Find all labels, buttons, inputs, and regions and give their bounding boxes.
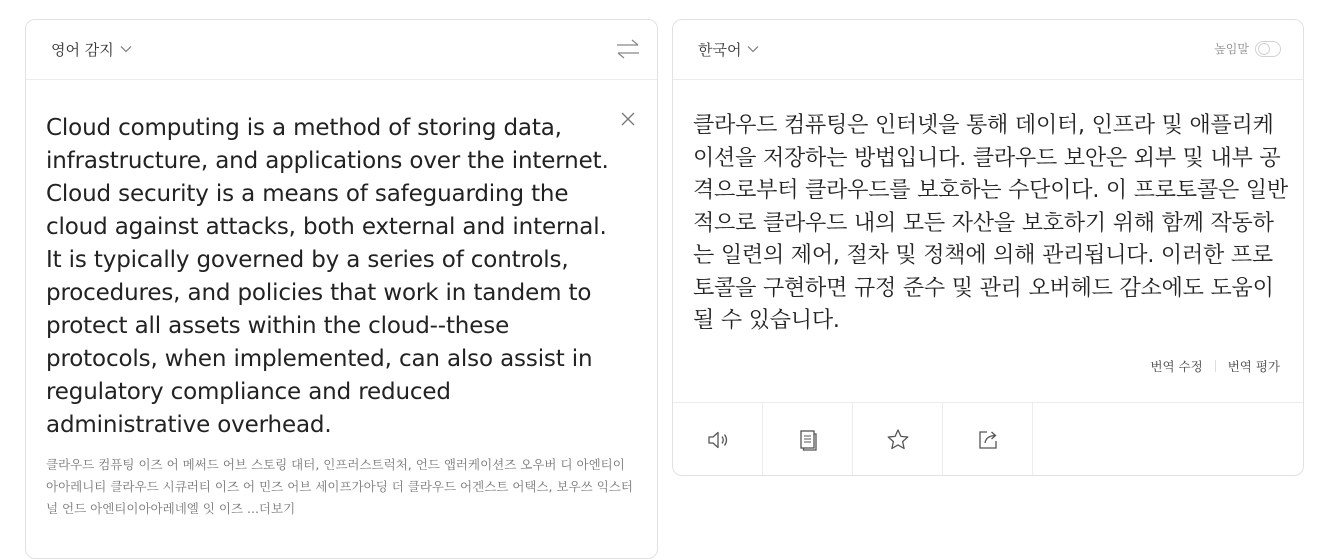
target-header [673,20,1303,80]
favorite-button[interactable] [853,403,943,476]
share-icon [974,426,1002,454]
listen-button[interactable] [673,403,763,476]
pronunciation-content: 클라우드 컴퓨팅 이즈 어 메써드 어브 스토링 대터, 인프러스트럭처, 언드 앱러케이션즈 오우버 디 아엔티이아아레니티 클라우드 시큐러티 이즈 어 민즈 어브 세이프가아딩 더 클라우드 어겐스트 어택스, 보우쓰 익스터널 언드 아엔티이아아레네엘 잇 이즈 ... [46,457,633,516]
close-icon [619,110,637,128]
source-panel [25,19,658,559]
rate-translation-link[interactable]: 번역 평가 [1227,359,1280,374]
chevron-down-icon [747,43,759,56]
speaker-icon [704,426,732,454]
copy-icon [794,426,822,454]
target-language-select[interactable] [698,39,759,60]
chevron-down-icon [120,43,132,56]
swap-languages-button[interactable] [615,38,641,60]
edit-translation-link[interactable]: 번역 수정 [1150,359,1203,374]
target-toolbar [673,402,1303,476]
target-language-label: 한국어 [698,41,742,59]
translation-feedback [1150,357,1280,375]
target-panel [672,19,1304,476]
divider [1215,360,1216,372]
translated-text: 클라우드 컴퓨팅은 인터넷을 통해 데이터, 인프라 및 애플리케이션을 저장하는 방법입니다. 클라우드 보안은 외부 및 내부 공격으로부터 클라우드를 보호하는 수단이다. 이 프로토콜은 일반적으로 클라우드 내의 모든 자산을 보호하기 위해 함께 작동하는 일련의 제어, 절차 및 정책에 의해 관리됩니다. 이러한 프로토콜을 구현하면 규정 준수 및 관리 오버헤드 감소에도 도움이 될 수 있습니다. [693,113,1288,333]
star-icon [884,426,912,454]
copy-button[interactable] [763,403,853,476]
source-text[interactable]: Cloud computing is a method of storing data, infrastructure, and applications over the internet. Cloud security is a means of safeguarding the cloud against attacks, both external and internal. It is typically governed by a series of controls, procedures, and policies that work in tandem to protect all assets within the cloud--these protocols, when implemented, can also assist in regulatory compliance and reduced administrative overhead. [46,115,609,438]
source-header [26,20,657,80]
share-button[interactable] [943,403,1033,476]
pronunciation-text [46,454,636,520]
source-language-label: 영어 감지 [51,41,114,59]
more-link[interactable]: 더보기 [258,501,296,516]
honorific-label: 높임말 [1214,42,1249,56]
honorific-toggle[interactable] [1255,41,1281,57]
clear-text-button[interactable] [619,110,637,128]
honorific-toggle-group [1214,40,1281,57]
swap-arrows-icon [615,38,641,60]
source-language-select[interactable] [51,39,132,60]
